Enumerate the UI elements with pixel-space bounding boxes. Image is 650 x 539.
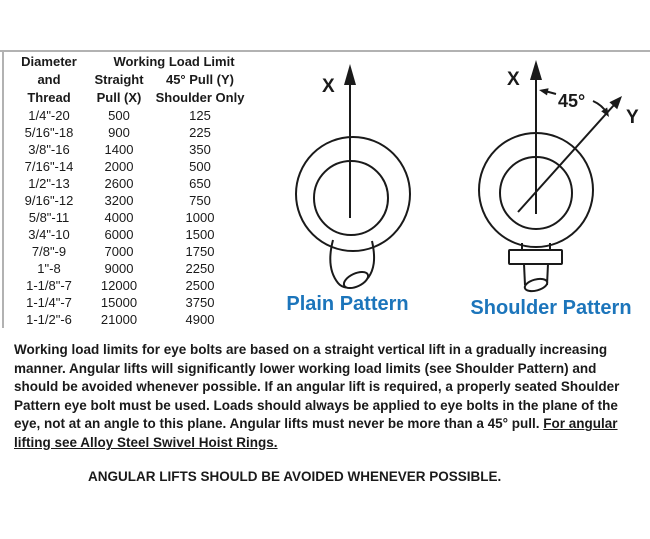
table-cell: 750 (189, 193, 211, 208)
table-row (5, 260, 255, 277)
shoulder-y-arrow-line (518, 105, 614, 212)
table-cell: 125 (189, 108, 211, 123)
table-cell: 1500 (185, 227, 215, 242)
table-cell: 7000 (104, 244, 134, 259)
load-table-header (5, 53, 255, 107)
header-angular-line2: Shoulder Only (155, 90, 245, 105)
table-row (5, 226, 255, 243)
header-straight-line2: Pull (X) (96, 90, 142, 105)
table-cell: 1000 (185, 210, 215, 225)
table-row (5, 107, 255, 124)
table-row (5, 192, 255, 209)
table-cell: 5/8"-11 (28, 210, 70, 225)
plain-eye-bolt-outline (296, 137, 410, 291)
table-cell: 2000 (104, 159, 134, 174)
angle-annotation (539, 88, 609, 117)
table-cell: 3/4"-10 (28, 227, 70, 242)
working-load-limit-table (5, 53, 255, 328)
table-cell: 1-1/4"-7 (26, 295, 72, 310)
header-row-2 (5, 71, 255, 89)
header-angular-line1: 45° Pull (Y) (165, 72, 235, 87)
table-cell: 900 (108, 125, 130, 140)
shoulder-y-axis-label: Y (626, 107, 639, 128)
plain-shank-end (341, 269, 370, 292)
table-row (5, 124, 255, 141)
table-row (5, 277, 255, 294)
table-cell: 1"-8 (37, 261, 61, 276)
shoulder-pattern-label: Shoulder Pattern (470, 297, 632, 319)
paragraph-body: Working load limits for eye bolts are based on a straight vertical lift in a gradually increasing manner. Angular lifts will significantly lower working load limits (see Shoulder Pattern) and should be avoided whenever possible. If an angular lift is required, a properly seated Shoulder Pattern eye bolt must be used. Loads should always be applied to eye bolts in the plane of the eye, not at an angle to this plane. Angular lifts must never be more than a 45° pull. (14, 342, 620, 432)
table-cell: 7/16"-14 (24, 159, 74, 174)
header-diameter-line1: Diameter (21, 54, 77, 69)
table-row (5, 243, 255, 260)
table-cell: 3750 (185, 295, 215, 310)
table-cell: 9/16"-12 (24, 193, 74, 208)
table-cell: 1400 (104, 142, 134, 157)
shoulder-x-arrow-head (530, 60, 542, 80)
table-row (5, 158, 255, 175)
plain-x-axis-label: X (322, 76, 335, 97)
table-cell: 650 (189, 176, 211, 191)
table-cell: 1/4"-20 (28, 108, 70, 123)
table-row (5, 209, 255, 226)
table-cell: 21000 (100, 312, 138, 327)
header-group-title: Working Load Limit (113, 54, 235, 69)
table-cell: 2250 (185, 261, 215, 276)
plain-x-arrow (344, 64, 356, 218)
table-left-border (2, 50, 4, 328)
table-cell: 1/2"-13 (28, 176, 70, 191)
table-cell: 500 (108, 108, 130, 123)
angular-lifting-link[interactable]: For angular lifting see Alloy Steel Swivel Hoist Rings. (14, 416, 618, 450)
header-diameter-line3: Thread (27, 90, 71, 105)
table-row (5, 294, 255, 311)
table-cell: 1750 (185, 244, 215, 259)
table-cell: 500 (189, 159, 211, 174)
shoulder-pattern-diagram (450, 52, 650, 302)
angle-left-pointer-head (539, 88, 549, 95)
table-cell: 1-1/8"-7 (26, 278, 72, 293)
shoulder-shank-left (524, 264, 525, 285)
table-cell: 4000 (104, 210, 134, 225)
table-cell: 225 (189, 125, 211, 140)
table-cell: 12000 (100, 278, 138, 293)
table-cell: 3/8"-16 (28, 142, 70, 157)
table-cell: 2500 (185, 278, 215, 293)
table-cell: 5/16"-18 (24, 125, 74, 140)
header-straight-line1: Straight (94, 72, 144, 87)
angular-lifts-warning: ANGULAR LIFTS SHOULD BE AVOIDED WHENEVER POSSIBLE. (88, 469, 502, 484)
shoulder-x-axis-label: X (507, 69, 520, 90)
table-cell: 9000 (104, 261, 134, 276)
header-row-1 (5, 53, 255, 71)
working-load-paragraph (14, 341, 640, 453)
angle-label: 45° (558, 91, 586, 111)
table-cell: 1-1/2"-6 (26, 312, 72, 327)
plain-pattern-diagram (270, 52, 440, 302)
plain-shank-right (368, 241, 374, 278)
table-cell: 15000 (100, 295, 138, 310)
plain-pattern-label: Plain Pattern (286, 293, 409, 315)
plain-x-arrow-head (344, 64, 356, 85)
shoulder-shank-end (523, 277, 548, 294)
table-row (5, 141, 255, 158)
shoulder-flange (509, 250, 562, 264)
load-table-body (5, 107, 255, 328)
table-row (5, 311, 255, 328)
table-cell: 3200 (104, 193, 134, 208)
header-row-3 (5, 89, 255, 107)
table-cell: 2600 (104, 176, 134, 191)
table-row (5, 175, 255, 192)
table-cell: 350 (189, 142, 211, 157)
table-cell: 6000 (104, 227, 134, 242)
table-cell: 4900 (185, 312, 215, 327)
plain-outer-ring (296, 137, 410, 251)
header-diameter-line2: and (37, 72, 61, 87)
table-cell: 7/8"-9 (31, 244, 67, 259)
